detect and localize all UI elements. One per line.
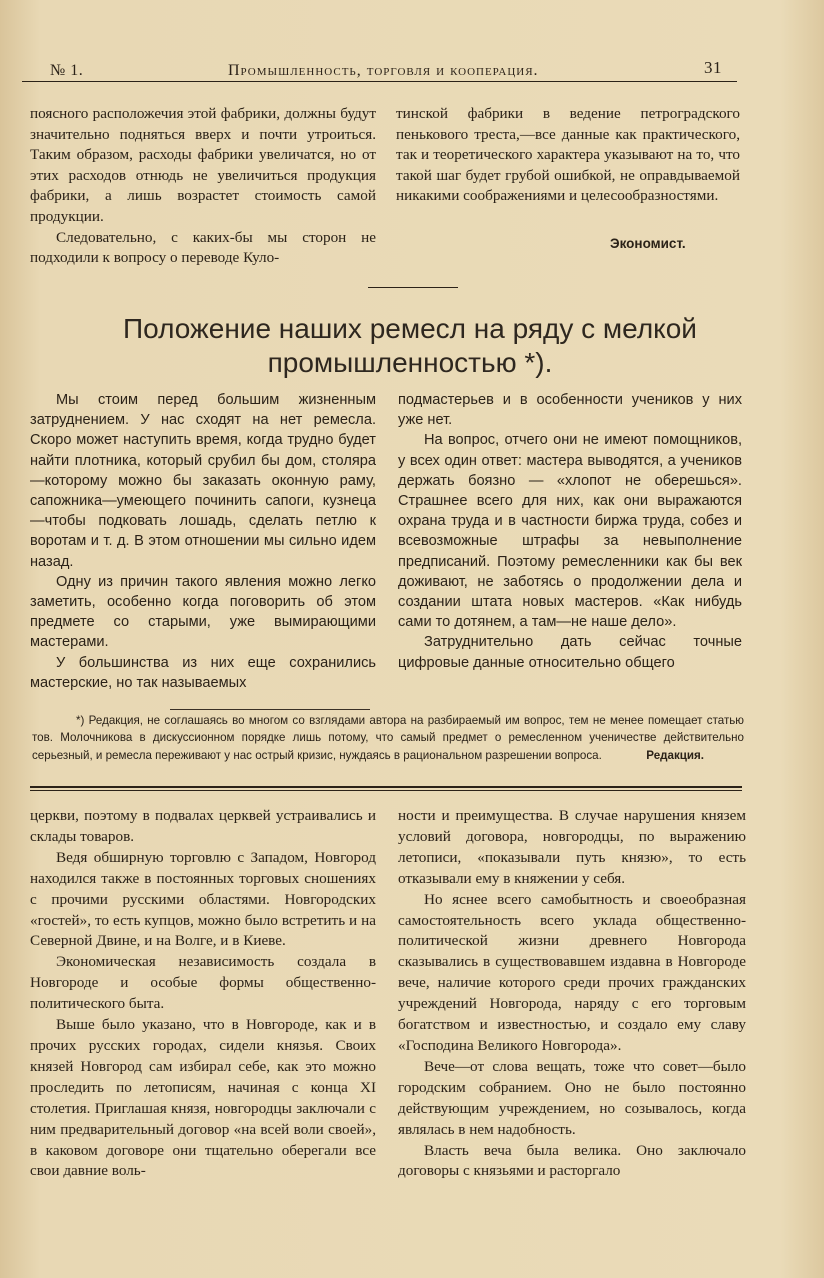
paragraph: церкви, поэтому в подвалах церквей устраивались и склады товаров.	[30, 807, 376, 845]
section-rule	[30, 786, 742, 788]
lower-right-column	[398, 806, 746, 1182]
paragraph: Следовательно, с каких-бы мы сторон не подходили к вопросу о переводе Куло-	[30, 228, 376, 267]
top-right-column	[396, 104, 740, 207]
lower-left-column	[30, 806, 376, 1182]
paragraph: Экономическая независимость создала в Новгороде и особые формы общественно-политического быта.	[30, 953, 376, 1013]
page-number: 31	[704, 58, 722, 77]
section-rule-thin	[30, 790, 742, 791]
author-signature: Экономист.	[610, 236, 686, 251]
paragraph: Выше было указано, что в Новгороде, как и в прочих русских городах, сидели князья. Своих князей Новгород сам избирал себе, как это можно проследить по летописям, начиная с конца XI столетия. Приглашая князя, новгородцы заключали с ним предварительный договор «на всей воли своей», в каковом договоре они тщательно оберегали все свои давние воль-	[30, 1016, 376, 1180]
paragraph: Вече—от слова вещать, тоже что совет—было городским собранием. Оно не было постоянно действующим учреждением, но созывалось, когда являлась в нем надобность.	[398, 1057, 746, 1138]
section-divider	[368, 287, 458, 288]
article-right-column	[398, 390, 742, 673]
footnote-signature: Редакция.	[646, 748, 704, 762]
paragraph: поясного расположечия этой фабрики, должны будут значительно подняться вверх и почти утроиться. Таким образом, расходы фабрики увеличатся, но от этих расходов отнюдь не увеличиться продукция фабрики, а лишь возрастет стоимость самой продукции.	[30, 105, 376, 225]
footnote-body: *) Редакция, не соглашаясь во многом со взглядами автора на разбираемый им вопрос, тем не менее помещает статью тов. Молочникова в дискуссионном порядке лишь потому, что самый предмет о ремесленном ученичестве действительно серьезный, и ремесла переживают у нас острый кризис, нуждаясь в рациональном разрешении вопроса.	[32, 714, 744, 762]
paragraph: ности и преимущества. В случае нарушения князем условий договора, новгородцы, по выражению летописи, «показывали путь князю», то есть отказывали ему в княжении у себя.	[398, 807, 746, 887]
paragraph: У большинства из них еще сохранились мастерские, но так называемых	[30, 654, 376, 691]
journal-title: Промышленность, торговля и кооперация.	[228, 62, 539, 79]
footnote	[32, 712, 744, 764]
paragraph: тинской фабрики в ведение петроградского пенькового треста,—все данные как практического, так и теоретического характера указывают на то, что такой шаг будет грубой ошибкой, не оправдываемой никакими соображениями и целесообразностями.	[396, 105, 740, 205]
issue-number: № 1.	[50, 62, 84, 79]
paragraph: Мы стоим перед большим жизненным затруднением. У нас сходят на нет ремесла. Скоро может наступить время, когда трудно будет найти плотника, который срубил бы дом, столяра—которому можно бы заказать оконную раму, сапожника—умеющего починить сапоги, кузнеца—чтобы подковать лошадь, сделать петлю к воротам и т. д. В этом отношении мы сильно идем назад.	[30, 392, 376, 570]
top-left-column	[30, 104, 376, 269]
running-header	[50, 58, 740, 82]
paragraph: Одну из причин такого явления можно легко заметить, особенно когда поговорить об этом предмете со старыми, уже вымирающими мастерами.	[30, 573, 376, 651]
footnote-rule	[170, 709, 370, 710]
article-title: Положение наших ремесл на ряду с мелкой промышленностью *).	[123, 313, 697, 378]
paragraph: Ведя обширную торговлю с Западом, Новгород находился также в постоянных торговых сношениях с прочими русскими областями. Новгородских «гостей», то есть купцов, можно было встретить и на Северной Двине, и на Волге, и в Киеве.	[30, 848, 376, 950]
paragraph: На вопрос, отчего они не имеют помощников, у всех один ответ: мастера выводятся, а учеников держать боязно — «хлопот не оберешься». Страшнее всего для них, как они выражаются охрана труда и в частности биржа труда, собез и всевозможные штрафы за невыполнение предписаний. Поэтому ремесленники как бы век доживают, не заботясь о продолжении дела и создании штата новых мастеров. «Как нибудь сами то дотянем, а там—не наше дело».	[398, 432, 742, 631]
footnote-text	[32, 712, 744, 764]
paragraph: Но яснее всего самобытность и своеобразная самостоятельность всего уклада общественно-политической жизни древнего Новгорода сказывались в существовавшем издавна в Новгороде вече, наличие которого среди прочих гражданских учреждений Новгорода, наряду с его торговым богатством и известностью, и создало ему славу «Господина Великого Новгорода».	[398, 890, 746, 1054]
header-rule	[22, 81, 737, 82]
paragraph: подмастерьев и в особенности учеников у них уже нет.	[398, 392, 742, 429]
paragraph: Власть веча была велика. Оно заключало договоры с князьями и расторгало	[398, 1141, 746, 1180]
article-left-column	[30, 390, 376, 693]
paragraph: Затруднительно дать сейчас точные цифровые данные относительно общего	[398, 634, 742, 671]
